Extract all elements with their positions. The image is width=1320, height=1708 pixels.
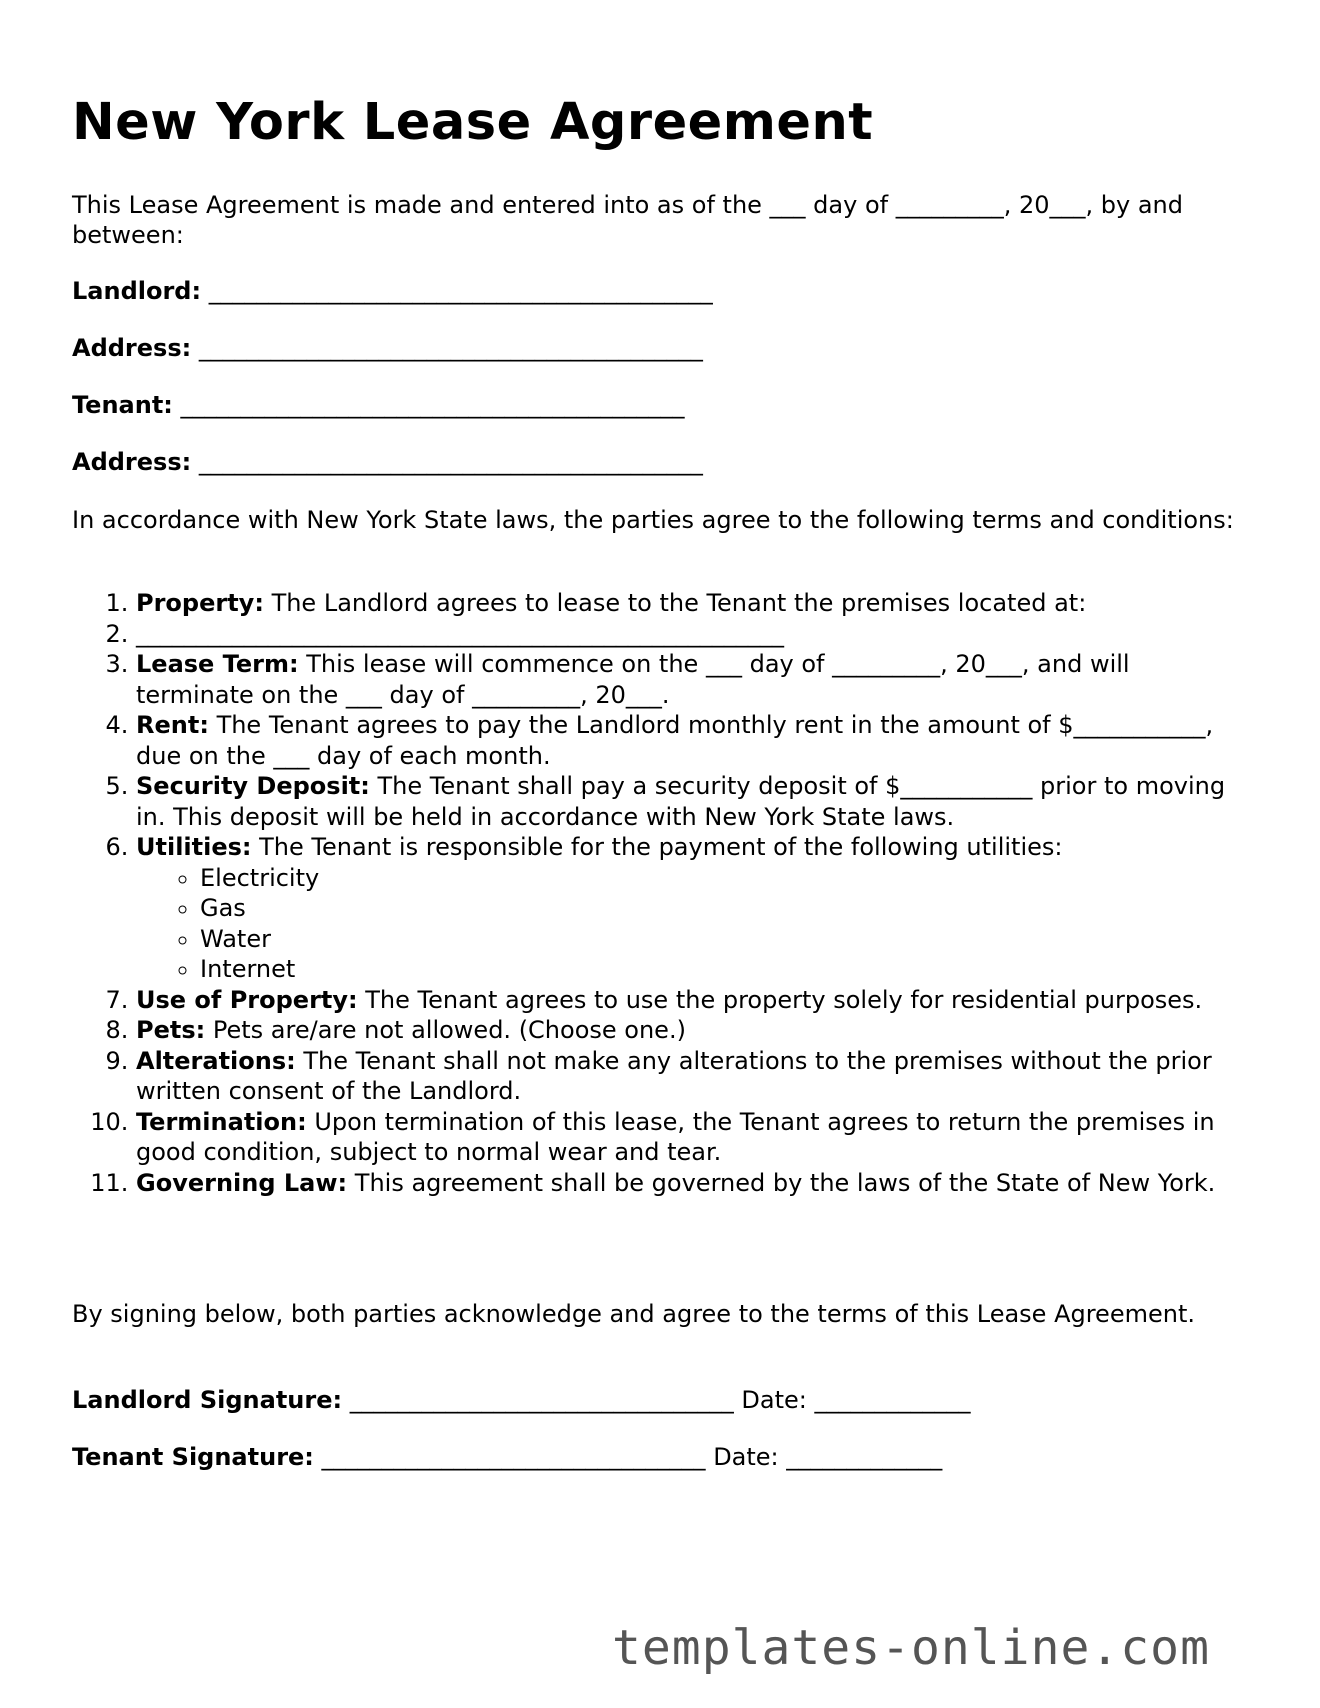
term-utilities bbox=[136, 832, 1251, 985]
landlord-signature-label: Landlord Signature: bbox=[72, 1386, 343, 1414]
landlord-signature-blank: ________________________________ bbox=[349, 1386, 734, 1414]
term-heading: Rent: bbox=[136, 711, 209, 739]
term-heading: Pets: bbox=[136, 1016, 206, 1044]
landlord-label: Landlord: bbox=[72, 277, 202, 305]
term-pets bbox=[136, 1015, 1251, 1046]
utility-item: ◦ Electricity bbox=[200, 863, 1251, 894]
terms-list bbox=[72, 588, 1251, 1198]
term-heading: Governing Law: bbox=[136, 1168, 348, 1197]
term-text: Pets are/are not allowed. (Choose one.) bbox=[212, 1016, 686, 1044]
term-text: The Landlord agrees to lease to the Tenant the premises located at: bbox=[271, 589, 1087, 617]
term-text: This lease will commence on the ___ day of _________, 20___, and will terminate on the ___ day of _________, 20___. bbox=[136, 650, 1130, 709]
term-heading: Property: bbox=[136, 589, 264, 617]
term-text: This agreement shall be governed by the laws of the State of New York. bbox=[354, 1168, 1216, 1197]
utility-item: ◦ Internet bbox=[200, 954, 1251, 985]
tenant-signature-label: Tenant Signature: bbox=[72, 1443, 314, 1471]
term-lease-term bbox=[136, 649, 1251, 710]
term-property-address bbox=[136, 619, 1251, 650]
watermark-text: templates-online.com bbox=[612, 1620, 1210, 1676]
term-text: The Tenant agrees to pay the Landlord monthly rent in the amount of $___________, due on the ___ day of each month. bbox=[136, 711, 1214, 770]
landlord-address-field bbox=[72, 333, 703, 363]
tenant-address-field bbox=[72, 447, 703, 477]
utility-item: ◦ Water bbox=[200, 924, 1251, 955]
landlord-field bbox=[72, 276, 713, 306]
term-heading: Use of Property: bbox=[136, 985, 358, 1014]
tenant-date-blank: _____________ bbox=[786, 1443, 943, 1471]
utility-item: ◦ Gas bbox=[200, 893, 1251, 924]
tenant-blank: __________________________________________ bbox=[180, 391, 685, 419]
tenant-signature-blank: ________________________________ bbox=[321, 1443, 706, 1471]
term-text: ______________________________________________________ bbox=[136, 619, 784, 648]
term-use-of-property bbox=[136, 985, 1251, 1016]
term-text: The Tenant is responsible for the payment of the following utilities: bbox=[259, 833, 1063, 861]
term-text: Upon termination of this lease, the Tenant agrees to return the premises in good condition, subject to normal wear and tear. bbox=[136, 1107, 1215, 1166]
landlord-address-label: Address: bbox=[72, 334, 192, 362]
landlord-address-blank: __________________________________________ bbox=[198, 334, 703, 362]
term-security-deposit bbox=[136, 771, 1251, 832]
landlord-date-label: Date: bbox=[741, 1386, 807, 1414]
tenant-address-blank: __________________________________________ bbox=[198, 448, 703, 476]
term-alterations bbox=[136, 1046, 1251, 1107]
term-heading: Lease Term: bbox=[136, 650, 299, 678]
term-heading: Security Deposit: bbox=[136, 772, 370, 800]
term-heading: Utilities: bbox=[136, 833, 252, 861]
term-governing-law bbox=[136, 1168, 1251, 1199]
term-rent bbox=[136, 710, 1251, 771]
accordance-paragraph: In accordance with New York State laws, the parties agree to the following terms and conditions: bbox=[72, 506, 1234, 534]
landlord-blank: __________________________________________ bbox=[208, 277, 713, 305]
closing-paragraph: By signing below, both parties acknowledge and agree to the terms of this Lease Agreement. bbox=[72, 1300, 1195, 1328]
landlord-signature-line bbox=[72, 1385, 970, 1415]
tenant-signature-line bbox=[72, 1442, 942, 1472]
tenant-label: Tenant: bbox=[72, 391, 173, 419]
document-title: New York Lease Agreement bbox=[72, 93, 874, 152]
landlord-date-blank: _____________ bbox=[814, 1386, 971, 1414]
term-termination bbox=[136, 1107, 1251, 1168]
term-text: The Tenant shall pay a security deposit of $___________ prior to moving in. This deposit will be held in accordance with New York State laws. bbox=[136, 772, 1226, 831]
tenant-date-label: Date: bbox=[713, 1443, 779, 1471]
term-text: The Tenant agrees to use the property solely for residential purposes. bbox=[365, 985, 1203, 1014]
utilities-list bbox=[136, 863, 1251, 985]
tenant-field bbox=[72, 390, 685, 420]
term-heading: Alterations: bbox=[136, 1046, 296, 1075]
intro-paragraph: This Lease Agreement is made and entered into as of the ___ day of _________, 20___, by and between: bbox=[72, 191, 1183, 249]
term-text: The Tenant shall not make any alterations to the premises without the prior written consent of the Landlord. bbox=[136, 1046, 1212, 1105]
tenant-address-label: Address: bbox=[72, 448, 192, 476]
term-property bbox=[136, 588, 1251, 619]
term-heading: Termination: bbox=[136, 1107, 307, 1136]
